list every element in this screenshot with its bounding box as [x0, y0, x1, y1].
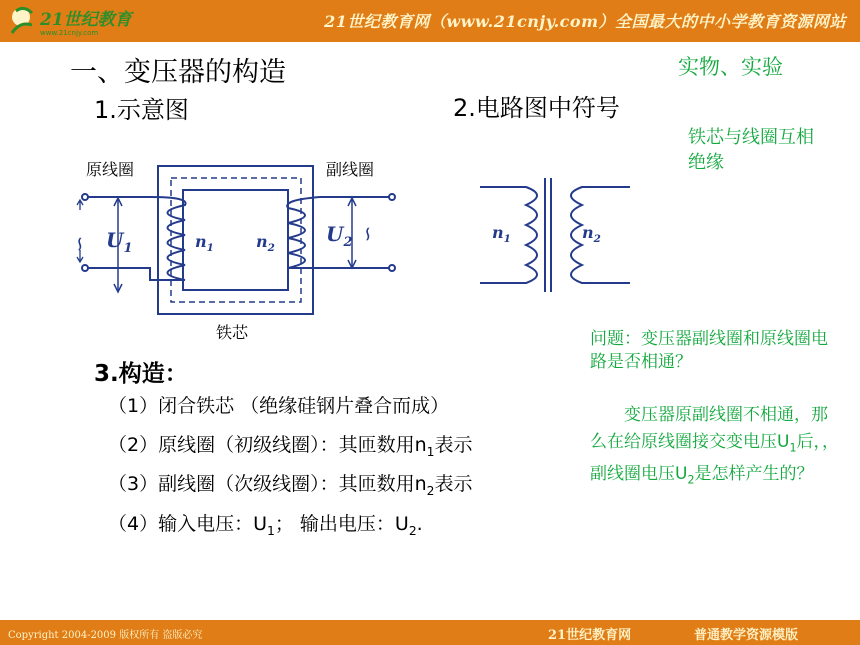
note-real-object: 实物、实验 — [678, 55, 783, 79]
copyright-text: Copyright 2004-2009 版权所有 盗版必究 — [8, 630, 203, 641]
u2-label: $U_2$ — [326, 222, 353, 250]
primary-coil-label: 原线圈 — [86, 160, 135, 179]
section-1-heading: 1.示意图 — [94, 96, 189, 124]
section-3-heading: 3.构造： — [94, 361, 188, 387]
ac-source-icon-right: ∽ — [356, 225, 381, 243]
core-label: 铁芯 — [216, 323, 249, 342]
symbol-n2-label: $n_2$ — [582, 223, 601, 246]
footer-bar — [0, 620, 860, 645]
core-outer — [158, 166, 313, 314]
core-dashed-line — [171, 178, 301, 302]
symbol-n1-label: $n_1$ — [492, 223, 511, 246]
answer-text: 变压器原副线圈不相通，那么在给原线圈接交变电压$U_1$后，，副线圈电压$U_2$是怎样产生的？ — [590, 405, 839, 487]
secondary-coil-label: 副线圈 — [326, 160, 375, 179]
structure-item-1: （1）闭合铁芯 （绝缘硅钢片叠合而成） — [108, 395, 450, 417]
u1-label: $U_1$ — [106, 228, 133, 256]
footer-template-name: 普通教学资源模版 — [694, 628, 799, 643]
ac-source-icon-left: ∽ — [68, 235, 93, 253]
logo-url: www.21cnjy.com — [40, 29, 99, 37]
note-insulation: 铁芯与线圈互相绝缘 — [688, 127, 814, 173]
structure-item-2: （2）原线圈（初级线圈）：其匝数用$n_1$表示 — [108, 434, 473, 459]
logo-text: 21世纪教育 — [40, 10, 132, 30]
n2-label: $n_2$ — [256, 232, 275, 255]
section-2-heading: 2.电路图中符号 — [453, 94, 620, 122]
question-text: 问题：变压器副线圈和原线圈电路是否相通？ — [590, 329, 828, 372]
header-banner: 21世纪教育网（www.21cnjy.com）全国最大的中小学教育资源网站 — [324, 12, 846, 31]
structure-item-3: （3）副线圈（次级线圈）：其匝数用$n_2$表示 — [108, 473, 473, 498]
slide-title: 一、变压器的构造 — [70, 57, 286, 88]
footer-site-name: 21世纪教育网 — [548, 628, 632, 643]
structure-item-4: （4）输入电压：$U_1$； 输出电压：$U_2$. — [108, 513, 423, 538]
n1-label: $n_1$ — [195, 232, 214, 255]
primary-coil — [85, 197, 186, 280]
